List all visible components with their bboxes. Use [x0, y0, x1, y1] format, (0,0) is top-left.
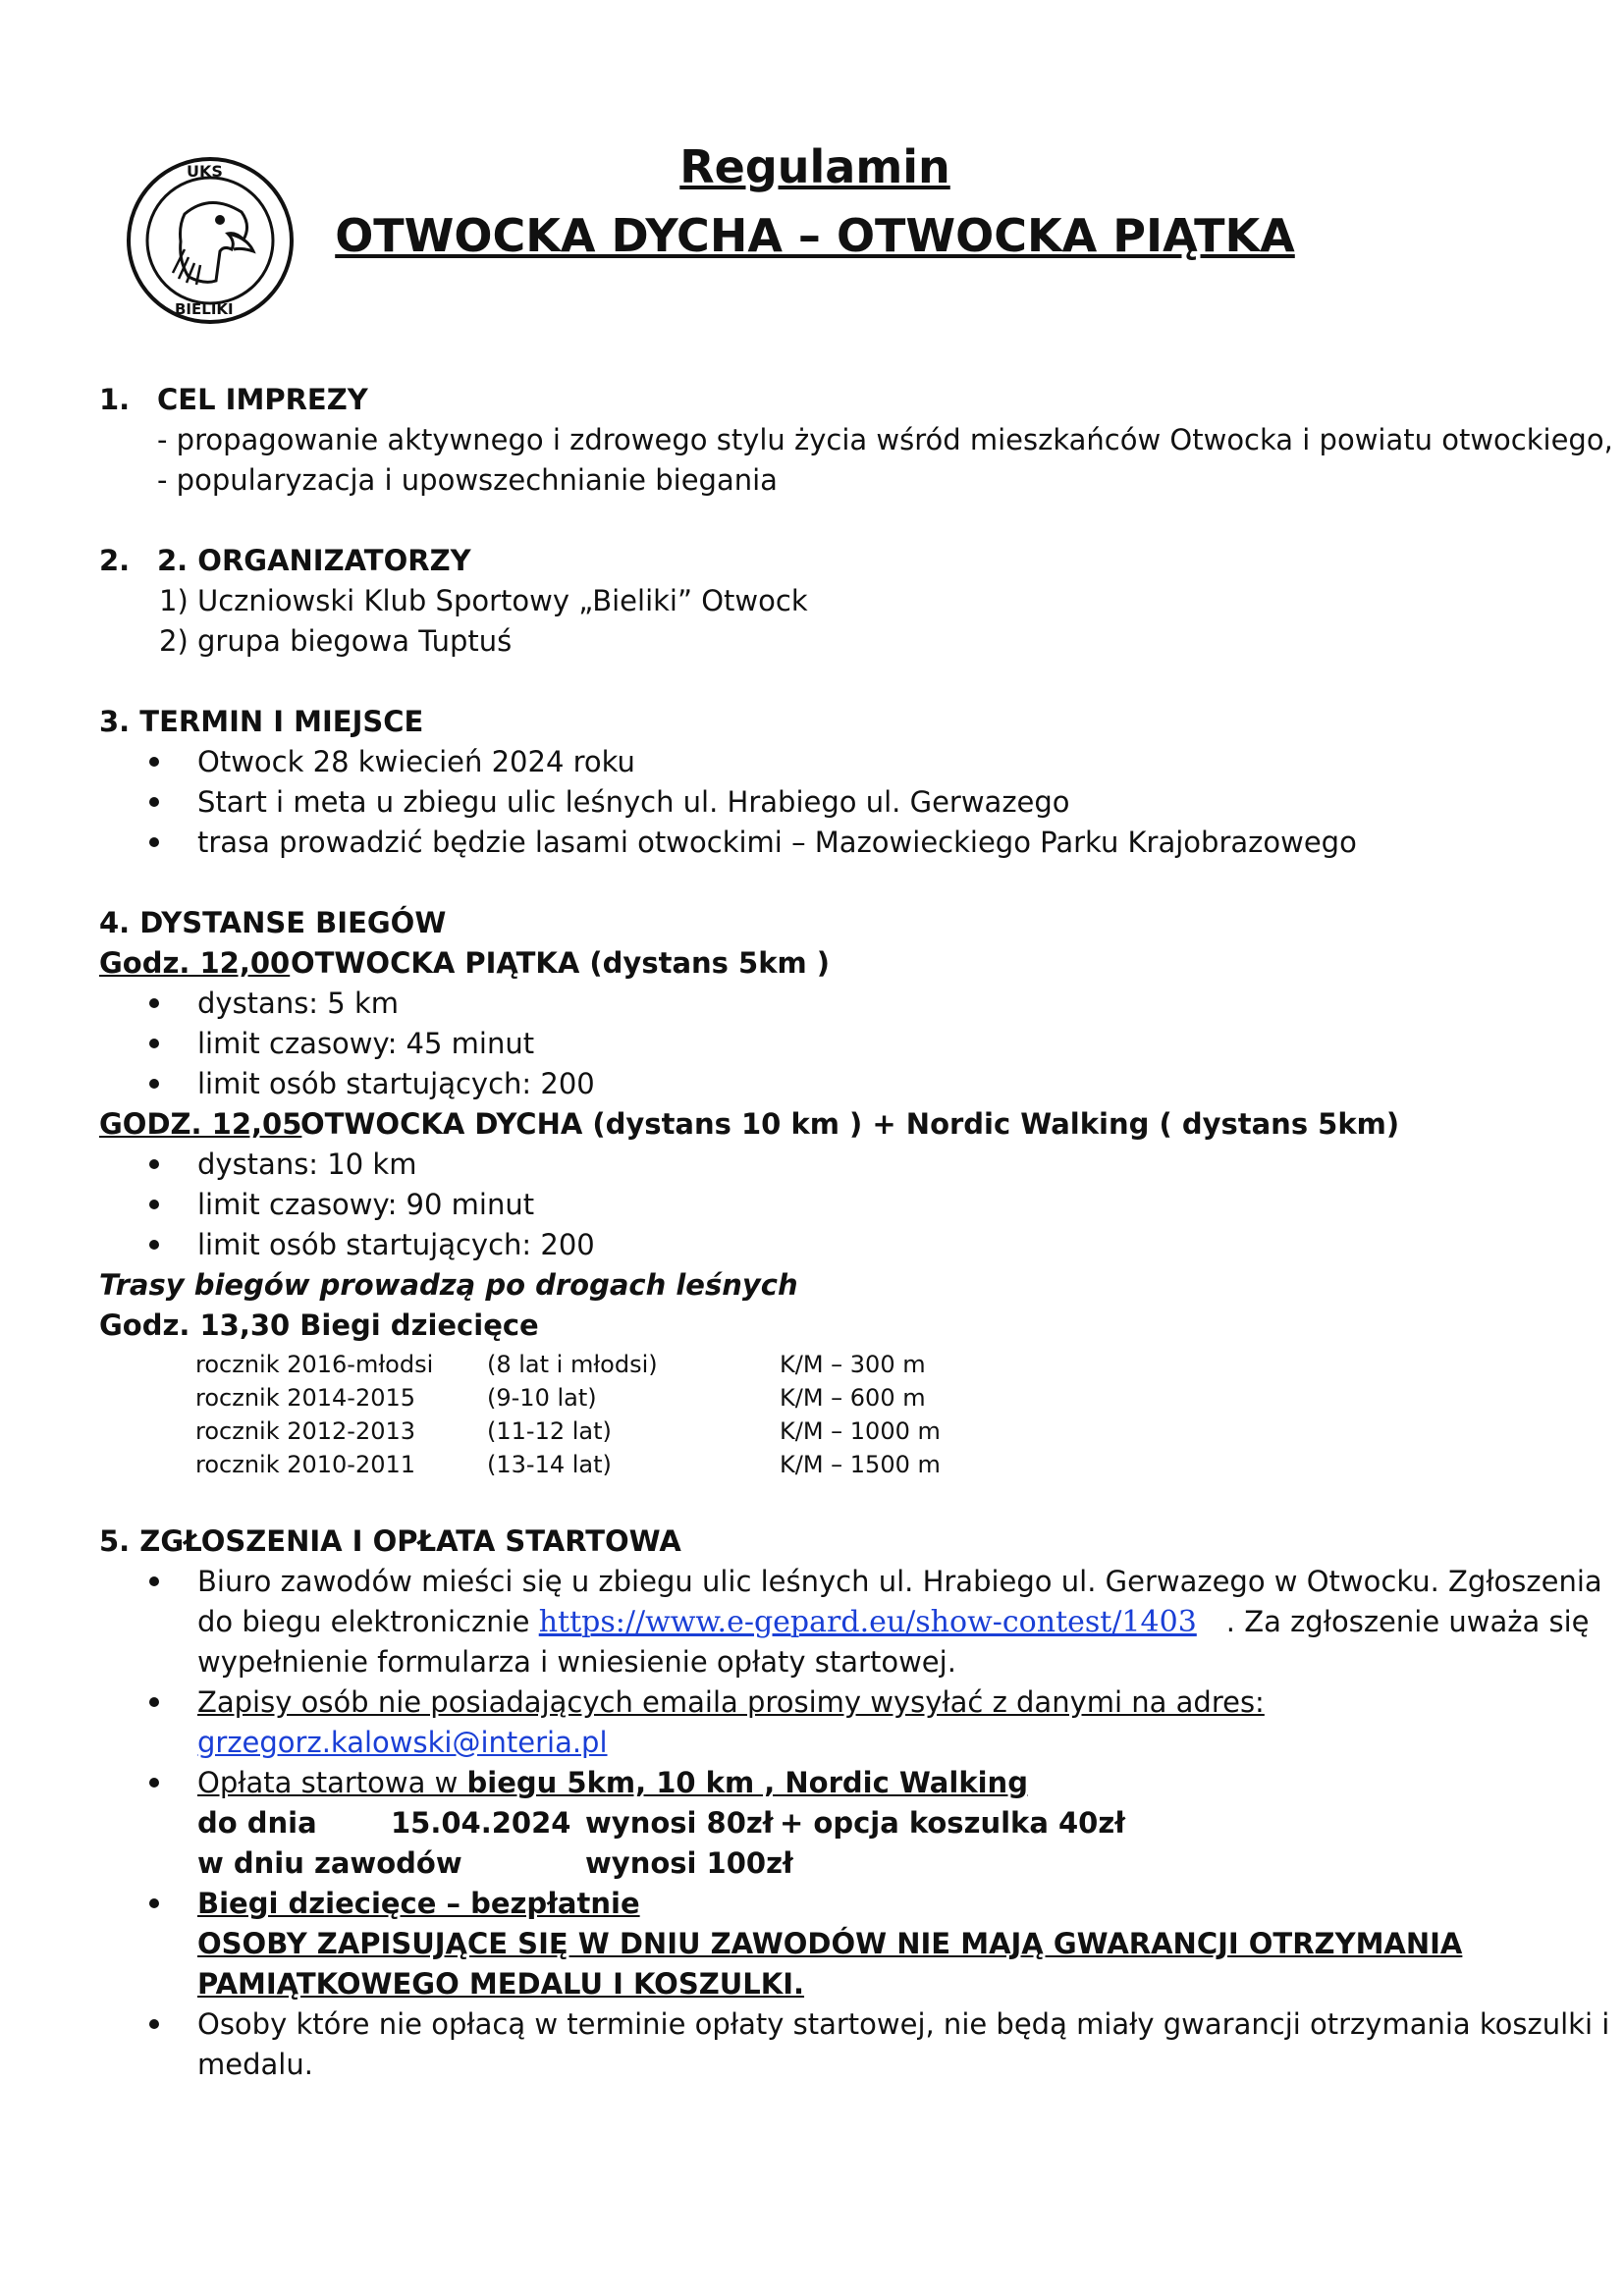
logo-text-bottom: BIELIKI: [175, 300, 234, 318]
p3-bold: biegu 5km, 10 km , Nordic Walking: [466, 1766, 1028, 1799]
page-title: Regulamin: [679, 140, 950, 193]
p4-warning: PAMIĄTKOWEGO MEDALU I KOSZULKI.: [197, 1967, 805, 2001]
section2-heading: 2. ORGANIZATORZY: [157, 544, 471, 577]
race2-item: limit osób startujących: 200: [197, 1228, 595, 1261]
section2-line: 2) grupa biegowa Tuptuś: [159, 624, 513, 658]
bullet-icon: [149, 757, 159, 767]
p1-line: wypełnienie formularza i wniesienie opłaty startowej.: [197, 1645, 956, 1679]
bullet-icon: [149, 837, 159, 847]
bullet-icon: [149, 1200, 159, 1209]
kids-year: rocznik 2014-2015: [195, 1384, 416, 1412]
bullet-icon: [149, 1159, 159, 1169]
section3-item: Otwock 28 kwiecień 2024 roku: [197, 745, 635, 778]
bullet-icon: [149, 1697, 159, 1707]
kids-year: rocznik 2012-2013: [195, 1417, 416, 1445]
p1-line2-post: . Za zgłoszenie uważa się: [1225, 1605, 1590, 1638]
bullet-icon: [149, 1039, 159, 1048]
kids-distance: K/M – 1000 m: [780, 1417, 941, 1445]
fee-row1-amount: wynosi 80zł: [585, 1806, 774, 1840]
p2-line: Zapisy osób nie posiadających emaila prosimy wysyłać z danymi na adres:: [197, 1685, 1265, 1719]
section3-item: trasa prowadzić będzie lasami otwockimi – Mazowieckiego Parku Krajobrazowego: [197, 826, 1357, 859]
routes-note: Trasy biegów prowadzą po drogach leśnych: [99, 1268, 798, 1302]
section1-line: - propagowanie aktywnego i zdrowego stylu życia wśród mieszkańców Otwocka i powiatu otwockiego,: [157, 423, 1613, 456]
p5-line: Osoby które nie opłacą w terminie opłaty startowej, nie będą miały gwarancji otrzymania koszulki i: [197, 2007, 1610, 2041]
kids-distance: K/M – 300 m: [780, 1351, 926, 1378]
registration-link[interactable]: https://www.e-gepard.eu/show-contest/1403: [538, 1605, 1197, 1639]
bullet-icon: [149, 797, 159, 807]
p3-line: [197, 1763, 1028, 1802]
race2-item: limit czasowy: 90 minut: [197, 1188, 535, 1221]
section1-line: - popularyzacja i upowszechnianie biegania: [157, 463, 778, 497]
bullet-icon: [149, 2019, 159, 2029]
section2-line: 1) Uczniowski Klub Sportowy „Bieliki” Otwock: [159, 584, 808, 617]
race1-name: OTWOCKA PIĄTKA (dystans 5km ): [291, 946, 831, 980]
p1-line: Biuro zawodów mieści się u zbiegu ulic leśnych ul. Hrabiego ul. Gerwazego w Otwocku. Zgłoszenia: [197, 1565, 1602, 1598]
fee-row2-amount: wynosi 100zł: [585, 1846, 793, 1880]
page-subtitle: OTWOCKA DYCHA – OTWOCKA PIĄTKA: [335, 209, 1295, 262]
fee-row1-date: 15.04.2024: [391, 1806, 571, 1840]
kids-year: rocznik 2010-2011: [195, 1451, 416, 1478]
bullet-icon: [149, 998, 159, 1008]
race1-item: limit osób startujących: 200: [197, 1067, 595, 1100]
kids-heading: Godz. 13,30 Biegi dziecięce: [99, 1308, 539, 1342]
fee-row2-label: w dniu zawodów: [197, 1846, 462, 1880]
section1-number: 1.: [99, 383, 131, 416]
section5-heading: 5. ZGŁOSZENIA I OPŁATA STARTOWA: [99, 1524, 681, 1558]
race1-item: dystans: 5 km: [197, 987, 400, 1020]
bullet-icon: [149, 1240, 159, 1250]
bullet-icon: [149, 1576, 159, 1586]
p1-line2: [197, 1602, 1589, 1642]
section3-item: Start i meta u zbiegu ulic leśnych ul. Hrabiego ul. Gerwazego: [197, 785, 1070, 819]
kids-distance: K/M – 600 m: [780, 1384, 926, 1412]
bullet-icon: [149, 1778, 159, 1788]
race2-name: OTWOCKA DYCHA (dystans 10 km ) + Nordic Walking ( dystans 5km): [300, 1107, 1400, 1141]
kids-age: (9-10 lat): [487, 1384, 597, 1412]
kids-year: rocznik 2016-młodsi: [195, 1351, 434, 1378]
kids-age: (13-14 lat): [487, 1451, 612, 1478]
section2-number: 2.: [99, 544, 131, 577]
logo-text-top: UKS: [187, 162, 223, 181]
fee-row1-option: + opcja koszulka 40zł: [780, 1806, 1125, 1840]
bullet-icon: [149, 1898, 159, 1908]
race2-time: GODZ. 12,05: [99, 1107, 302, 1141]
kids-age: (11-12 lat): [487, 1417, 612, 1445]
p4-line: Biegi dziecięce – bezpłatnie: [197, 1887, 640, 1920]
race1-item: limit czasowy: 45 minut: [197, 1027, 535, 1060]
club-logo: [126, 155, 295, 327]
p5-line: medalu.: [197, 2048, 313, 2081]
fee-row1-label: do dnia: [197, 1806, 317, 1840]
section3-heading: 3. TERMIN I MIEJSCE: [99, 705, 424, 738]
race1-time: Godz. 12,00: [99, 946, 291, 980]
p3-text: Opłata startowa w: [197, 1766, 467, 1799]
contact-email-link[interactable]: grzegorz.kalowski@interia.pl: [197, 1726, 608, 1759]
kids-distance: K/M – 1500 m: [780, 1451, 941, 1478]
kids-age: (8 lat i młodsi): [487, 1351, 658, 1378]
race2-item: dystans: 10 km: [197, 1148, 417, 1181]
p1-line2-text: do biegu elektronicznie: [197, 1605, 539, 1638]
p4-warning: OSOBY ZAPISUJĄCE SIĘ W DNIU ZAWODÓW NIE MAJĄ GWARANCJI OTRZYMANIA: [197, 1927, 1463, 1960]
section4-heading: 4. DYSTANSE BIEGÓW: [99, 906, 447, 939]
bullet-icon: [149, 1079, 159, 1089]
section1-heading: CEL IMPREZY: [157, 383, 368, 416]
